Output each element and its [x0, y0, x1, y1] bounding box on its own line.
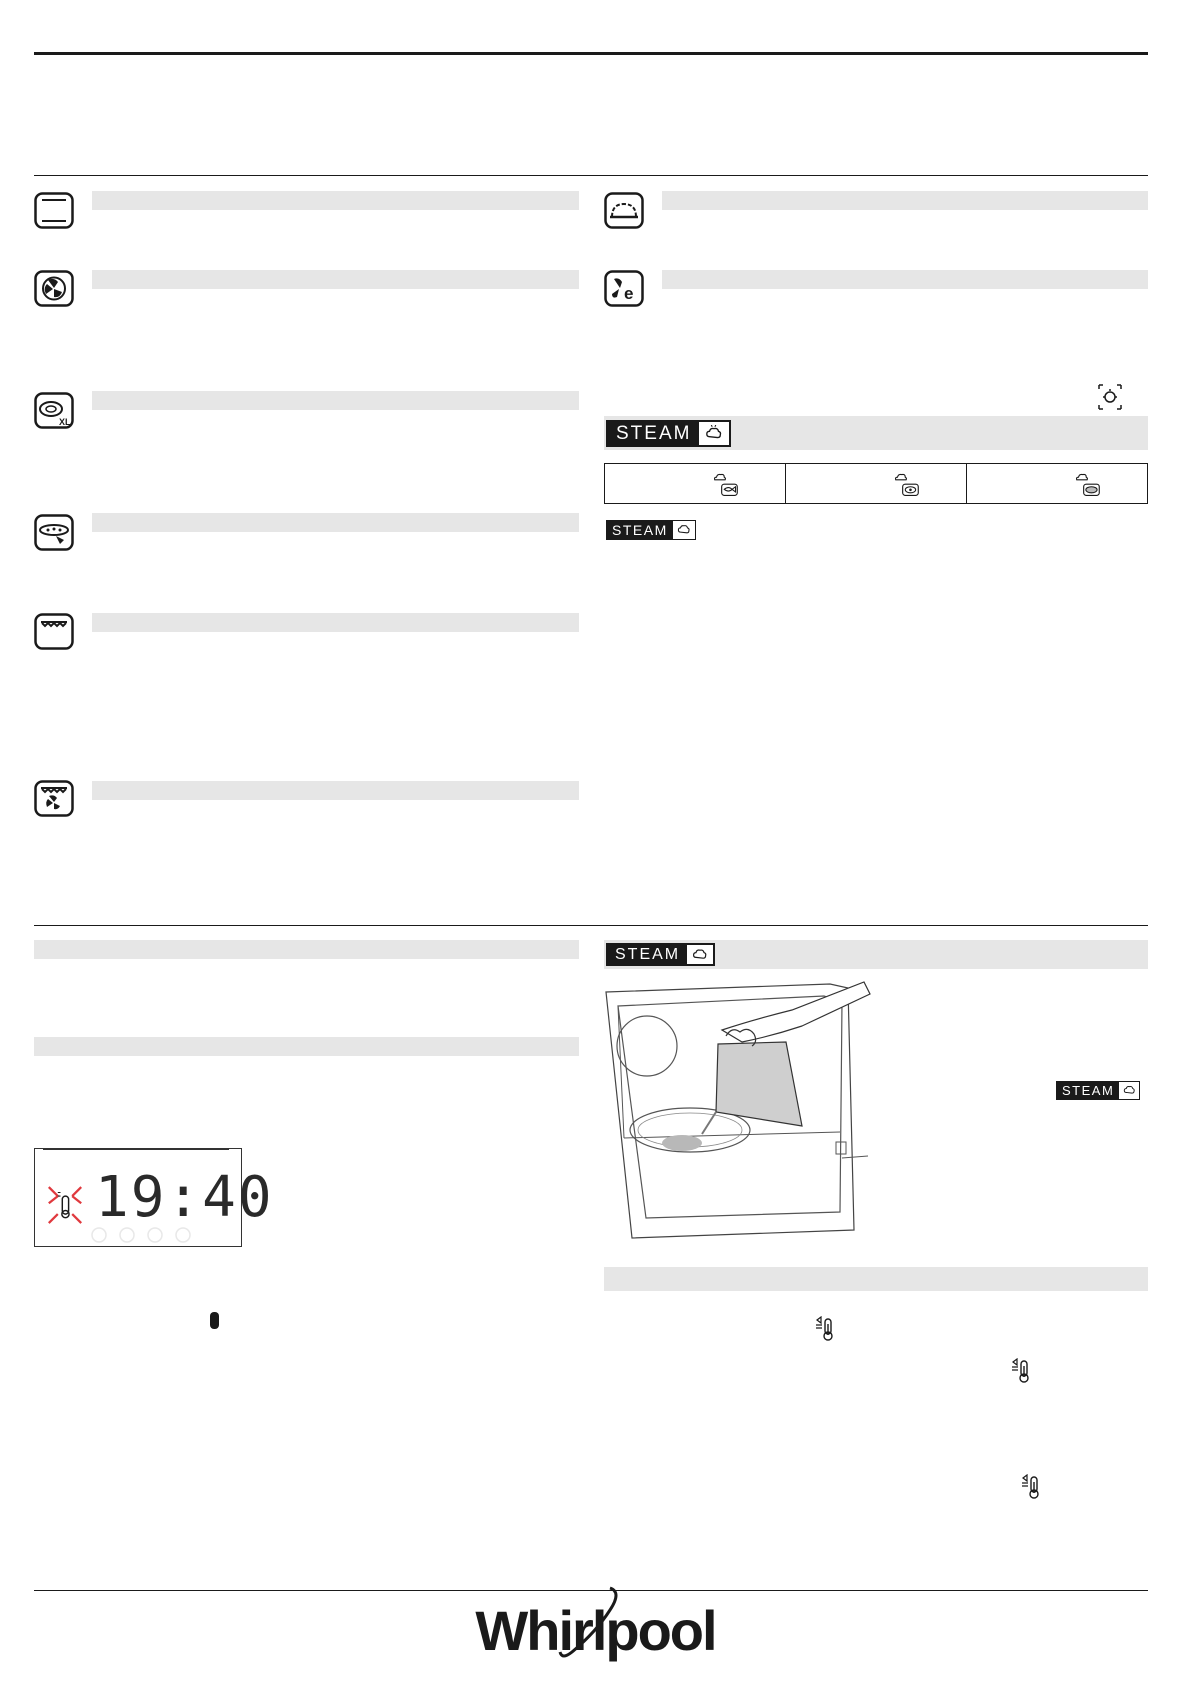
whirlpool-logo: Whirlpool [475, 1599, 716, 1662]
first-use-section-bar [34, 940, 579, 959]
oven-water-pouring-illustration [602, 980, 872, 1240]
steam-badge-medium [606, 943, 715, 966]
keep-warm-icon [604, 192, 644, 229]
steam-badge-label: STEAM [1062, 1083, 1115, 1098]
descaling-icon [1011, 1358, 1031, 1384]
steam-meat-cell [967, 464, 1147, 503]
turbo-grill-section-bar [92, 781, 579, 800]
steam-meat-icon [1075, 471, 1101, 499]
knob-indicator-icon [210, 1312, 219, 1329]
set-time-section-bar [34, 1037, 579, 1056]
grill-section-bar [92, 613, 579, 632]
display-top-edge [43, 1148, 229, 1150]
steam-vegetables-icon [894, 471, 920, 499]
steam-options-table [604, 463, 1148, 504]
steam-badge-large [606, 420, 731, 447]
steam-fish-cell [605, 464, 786, 503]
steam-cloud-icon [1119, 1082, 1139, 1099]
descaling-icon [815, 1316, 835, 1342]
steam-cloud-icon [687, 945, 713, 964]
convection-bake-icon [34, 270, 74, 307]
convection-bake-section-bar [92, 270, 579, 289]
maxi-cooking-section-bar [92, 391, 579, 410]
conventional-icon [34, 192, 74, 229]
steam-badge-label: STEAM [616, 422, 692, 444]
descaling-icon [1021, 1474, 1041, 1500]
section-rule-functions [34, 175, 1148, 176]
steam-badge-inline [606, 520, 696, 540]
eco-forced-air-icon [604, 270, 644, 307]
steam-cloud-icon [673, 521, 695, 539]
steam-fish-icon [713, 471, 739, 499]
steam-cloud-icon [699, 422, 729, 445]
clock-display [34, 1148, 274, 1247]
section-rule-first-use [34, 925, 1148, 926]
maxi-cooking-xl-icon [34, 392, 74, 429]
grill-icon [34, 613, 74, 650]
pastry-section-bar [92, 513, 579, 532]
descaling-blink-icon [47, 1183, 83, 1229]
display-faint-function-icons [89, 1225, 199, 1245]
eco-forced-air-section-bar [662, 270, 1148, 289]
oven-light-icon [1097, 383, 1123, 411]
steam-badge-label: STEAM [615, 945, 681, 963]
descaling-section-bar [604, 1267, 1148, 1291]
pastry-icon [34, 514, 74, 551]
steam-badge-aside [1056, 1081, 1140, 1100]
svg-text:XL: XL [59, 417, 71, 427]
steam-badge-label: STEAM [612, 522, 668, 538]
steam-vegetables-cell [786, 464, 967, 503]
keep-warm-section-bar [662, 191, 1148, 210]
logo-swoosh-icon [552, 1582, 632, 1662]
top-rule [34, 52, 1148, 55]
clock-time: 19:40 [95, 1165, 274, 1230]
conventional-section-bar [92, 191, 579, 210]
svg-text:e: e [624, 284, 634, 303]
turbo-grill-icon [34, 780, 74, 817]
